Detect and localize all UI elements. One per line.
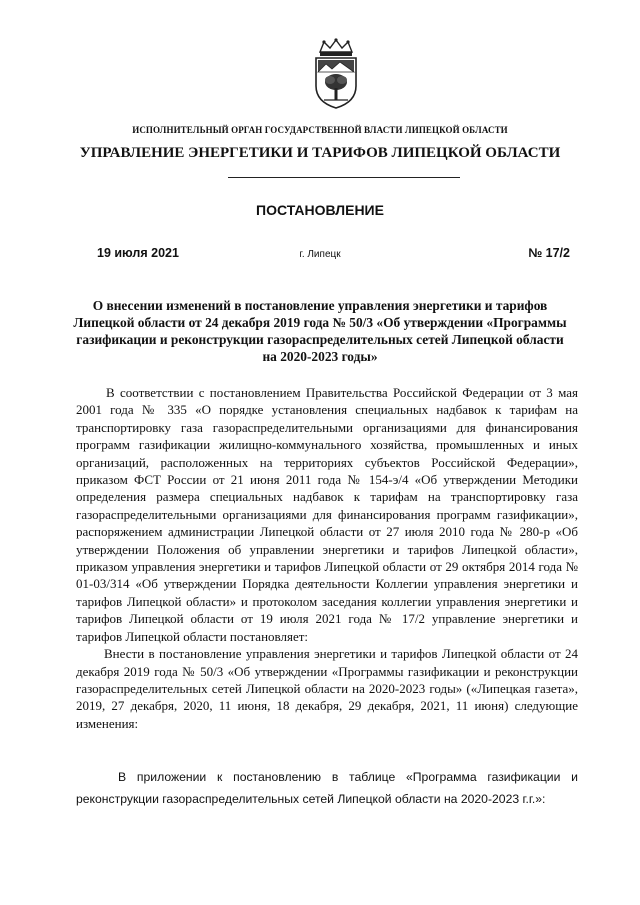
document-number: № 17/2 bbox=[528, 246, 570, 260]
coat-of-arms-icon bbox=[310, 38, 362, 110]
appendix-paragraph: В приложении к постановлению в таблице «Программа газификации и реконструкции газораспределительных сетей Липецкой области на 2020-2023 г.г.»: bbox=[76, 770, 578, 806]
agency-name: УПРАВЛЕНИЕ ЭНЕРГЕТИКИ И ТАРИФОВ ЛИПЕЦКОЙ ОБЛАСТИ bbox=[79, 145, 561, 161]
body-paragraph: В соответствии с постановлением Правительства Российской Федерации от 3 мая 2001 года № 335 «О порядке установления специальных надбавок к тарифам на транспортировку газа газораспределительными организациями для финансирования программ газификации жилищно-коммунального хозяйства, промышленных и иных организаций, расположенных на территориях субъектов Российской Федерации», приказом ФСТ России от 21 июня 2011 года № 154-э/4 «Об утверждении Методики определения размера специальных надбавок к тарифам на транспортировку газа газораспределительными организациями для финансирования программ газификации», распоряжением администрации Липецкой области от 27 июля 2010 года № 280-р «Об утверждении Положения об управлении энергетики и тарифов Липецкой области», приказом управления энергетики и тарифов Липецкой области от 29 октября 2014 года № 01-03/314 «Об утверждении Порядка деятельности Коллегии управления энергетики и тарифов Липецкой области» и протоколом заседания коллегии управления энергетики и тарифов Липецкой области от 19 июля 2021 года № 17/2 управление энергетики и тарифов Липецкой области постановляет: bbox=[76, 385, 578, 644]
document-date: 19 июля 2021 bbox=[97, 246, 179, 260]
header-divider bbox=[228, 177, 460, 178]
document-title: О внесении изменений в постановление управления энергетики и тарифов Липецкой области от 24 декабря 2019 года № 50/3 «Об утверждении «Программы газификации и реконструкции газораспределительных сетей Липецкой области на 2020-2023 годы» bbox=[73, 298, 567, 364]
document-type: ПОСТАНОВЛЕНИЕ bbox=[256, 202, 384, 218]
document-body bbox=[76, 384, 578, 732]
document-city: г. Липецк bbox=[299, 249, 341, 260]
body-paragraph: Внести в постановление управления энергетики и тарифов Липецкой области от 24 декабря 2019 года № 50/3 «Об утверждении «Программы газификации и реконструкции газораспределительных сетей Липецкой области на 2020-2023 годы» («Липецкая газета», 2019, 27 декабря, 2020, 11 июня, 18 декабря, 29 декабря, 2021, 11 июня) следующие изменения: bbox=[76, 646, 578, 731]
org-line: ИСПОЛНИТЕЛЬНЫЙ ОРГАН ГОСУДАРСТВЕННОЙ ВЛАСТИ ЛИПЕЦКОЙ ОБЛАСТИ bbox=[132, 125, 508, 135]
